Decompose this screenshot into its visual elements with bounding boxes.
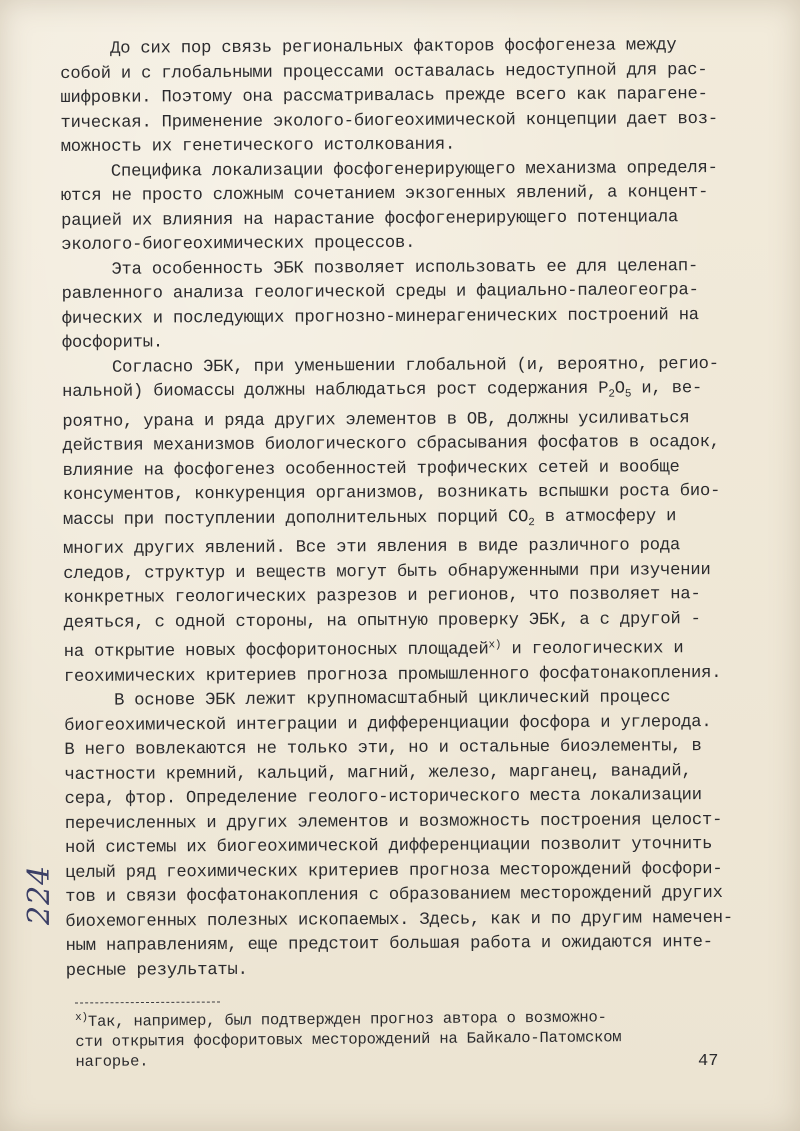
text-line: ресные результаты. [65,960,248,981]
footnote-line: сти открытия фосфоритовых месторождений на Байкало-Патомском [75,1028,622,1051]
text-line: ной системы их биогеохимической дифференциации позволит уточнить [64,835,713,858]
text-line: равленного анализа геологической среды и фациально-палеогеогра- [61,281,699,304]
text-line: сера, фтор. Определение геолого-исторического места локализации [64,786,702,809]
text-line: действия механизмов биологического сбрасывания фосфатов в осадок, [62,432,720,456]
body-text [60,34,746,984]
footnote-line: нагорье. [75,1052,149,1071]
paragraph-1 [60,34,741,161]
paragraph-2 [61,156,742,258]
footnote-divider [75,1001,220,1003]
text-line: До сих пор связь региональных факторов фосфогенеза между [110,36,677,59]
text-line: рацией их влияния на нарастание фосфогенерирующего потенциала [61,207,679,231]
handwritten-archive-mark: 224 [22,864,57,925]
text-line: геохимических критериев прогноза промышленного фосфатонакопления. [63,663,722,687]
footnote [75,1002,756,1072]
text-line: на открытие новых фосфоритоносных площадей$^{x)}$ и геологических и [63,639,684,662]
text-line: влияние на фосфогенез особенностей трофических сетей и вообще [62,457,680,481]
text-line: биогеохимической интеграции и дифференциации фосфора и углерода. [64,712,712,736]
paragraph-5 [64,686,746,984]
text-line: биохемогенных полезных ископаемых. Здесь, как и по другим намечен- [65,908,733,932]
paragraph-3 [61,254,742,356]
text-line: перечисленных и других элементов и возможность построения целост- [64,810,723,834]
text-line: роятно, урана и ряда других элементов в ОВ, должны усиливаться [62,408,690,432]
text-line: целый ряд геохимических критериев прогноза месторождений фосфори- [65,859,723,883]
text-line: собой и с глобальными процессами оставалась недоступной для рас- [60,60,708,84]
text-line: фических и последующих прогнозно-минерагенических построений на [61,305,699,329]
text-line: Специфика локализации фосфогенерирующего механизма определя- [110,158,718,182]
text-line: многих других явлений. Все эти явления в виде различного рода [63,536,681,559]
text-line: тов и связи фосфатонакопления с образованием месторождений других [65,883,723,907]
text-line: тическая. Применение эколого-биогеохимической концепции дает воз- [60,109,718,133]
paragraph-4 [62,352,744,690]
text-line: шифровки. Поэтому она рассматривалась прежде всего как парагене- [60,85,708,108]
text-line: деяться, с одной стороны, на опытную проверку ЭБК, а с другой - [63,609,701,633]
text-line: ным направлениям, еще предстоит большая работа и ожидаются инте- [65,933,713,956]
text-line: можность их генетического истолкования. [60,135,456,157]
text-line: массы при поступлении дополнительных порций $CO_2$ в атмосферу и [62,506,677,530]
text-line: фосфориты. [61,333,164,353]
text-line: эколого-биогеохимических процессов. [61,233,416,255]
text-line: нальной) биомассы должны наблюдаться рост содержания $P_2O_5$ и, ве- [62,379,703,402]
text-line: Эта особенность ЭБК позволяет использовать ее для целенап- [111,256,699,280]
text-line: следов, структур и веществ могут быть обнаруженными при изучении [63,560,711,584]
text-line: консументов, конкуренция организмов, возникать вспышки роста био- [62,481,721,505]
text-line: В основе ЭБК лежит крупномасштабный циклический процесс [113,688,671,711]
page-number: 47 [698,1052,719,1071]
text-line: Согласно ЭБК, при уменьшении глобальной (и, вероятно, регио- [111,354,719,378]
text-line: частности кремний, кальций, магний, железо, марганец, ванадий, [64,761,692,785]
text-line: ются не просто сложным сочетанием экзогенных явлений, а концент- [60,183,709,206]
footnote-line: $^{x)}$Так, например, был подтвержден прогноз автора о возможно- [75,1008,607,1031]
text-line: конкретных геологических разрезов и регионов, что позволяет на- [63,585,701,608]
text-line: В него вовлекаются не только эти, но и остальные биоэлементы, в [64,737,702,760]
